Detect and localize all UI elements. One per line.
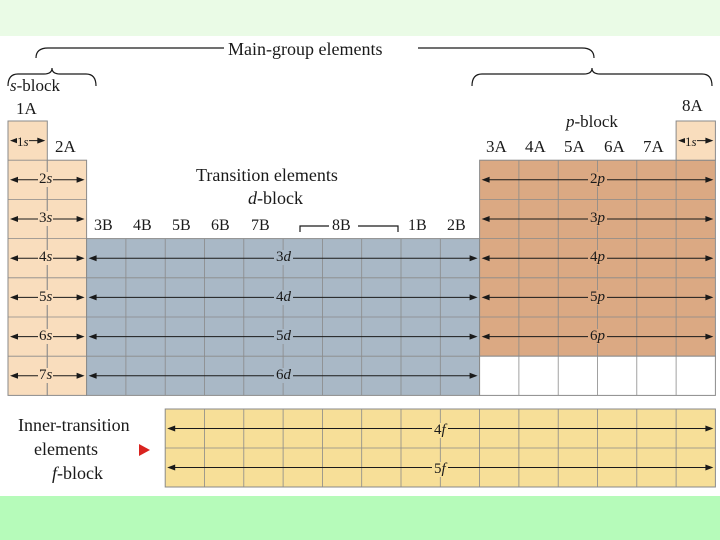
orbital-label-6d: 6d: [276, 367, 291, 383]
group-label-8b: 8B: [329, 218, 354, 234]
orbital-label-5p: 5p: [590, 289, 605, 305]
inner-transition-label: Inner-transition: [18, 415, 130, 435]
main-group-label: Main-group elements: [228, 39, 383, 59]
main-group-brace-right: [418, 48, 594, 58]
orbital-label-5d: 5d: [276, 328, 291, 344]
s-block-label: s-block: [10, 76, 61, 95]
group-label-5a: 5A: [564, 137, 585, 156]
8b-bracket-left: [300, 226, 329, 232]
orbital-label-he-1s: 1s: [685, 134, 697, 149]
group-label-1b: 1B: [408, 217, 427, 234]
orbital-label-3p: 3p: [590, 210, 605, 226]
group-label-4a: 4A: [525, 137, 546, 156]
orbital-label-5f: 5f: [434, 461, 446, 477]
main-group-brace-left: [36, 48, 224, 58]
orbital-label-7s: 7s: [39, 367, 53, 383]
inner-transition-elements-label: elements: [34, 439, 98, 459]
orbital-label-3s: 3s: [39, 210, 53, 226]
group-label-5b: 5B: [172, 217, 191, 234]
orbital-label-3d: 3d: [276, 249, 291, 265]
p-block-brace: [472, 68, 712, 86]
group-label-6a: 6A: [604, 137, 625, 156]
orbital-label-4p: 4p: [590, 249, 605, 265]
group-label-4b: 4B: [133, 217, 152, 234]
group-label-6b: 6B: [211, 217, 230, 234]
group-label-2b: 2B: [447, 217, 466, 234]
orbital-label-4s: 4s: [39, 249, 53, 265]
transition-elements-label: Transition elements: [196, 165, 338, 185]
orbital-label-1s: 1s: [17, 134, 29, 149]
p-block-label: p-block: [566, 112, 618, 131]
orbital-label-4f: 4f: [434, 422, 446, 438]
group-label-2a: 2A: [55, 137, 76, 156]
orbital-label-6s: 6s: [39, 328, 53, 344]
group-label-7a: 7A: [643, 137, 664, 156]
orbital-label-6p: 6p: [590, 328, 605, 344]
d-block-label: d-block: [248, 188, 303, 208]
orbital-label-2s: 2s: [39, 171, 53, 187]
group-label-1a: 1A: [16, 99, 37, 118]
group-label-7b: 7B: [251, 217, 270, 234]
8b-bracket-right: [358, 226, 398, 232]
group-label-3a: 3A: [486, 137, 507, 156]
orbital-label-5s: 5s: [39, 289, 53, 305]
pointer-arrow-icon: [139, 444, 150, 456]
orbital-label-2p: 2p: [590, 171, 605, 187]
group-label-3b: 3B: [94, 217, 113, 234]
group-label-8a: 8A: [682, 96, 703, 115]
f-block-label: f-block: [52, 463, 103, 483]
orbital-label-4d: 4d: [276, 289, 291, 305]
